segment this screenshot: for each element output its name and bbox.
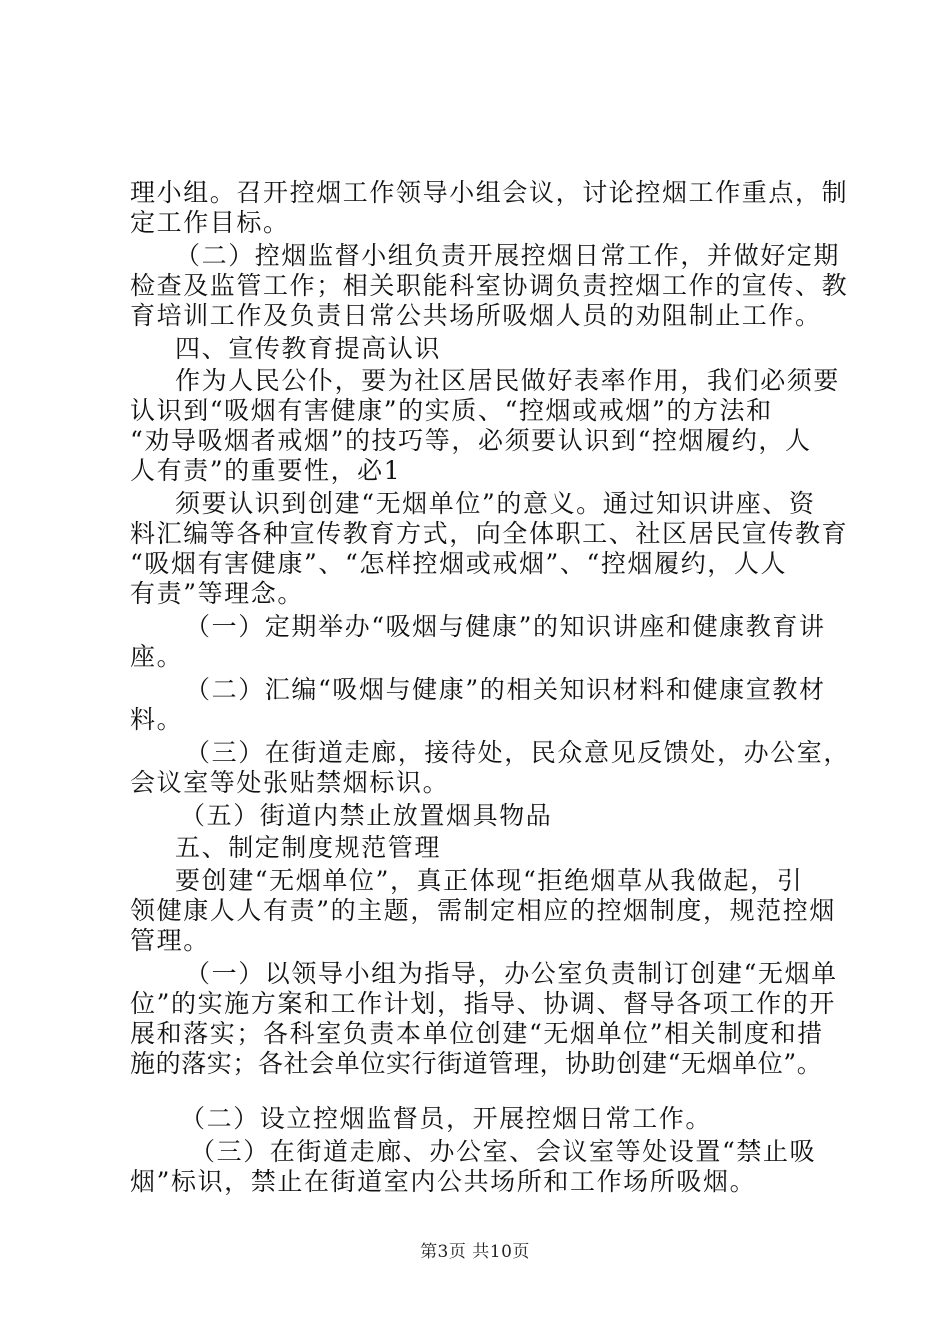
paragraph-line: 位”的实施方案和工作计划，指导、协调、督导各项工作的开 [130,989,836,1018]
paragraph-line: 领健康人人有责”的主题，需制定相应的控烟制度，规范控烟 [130,896,836,925]
paragraph-line: 定工作目标。 [130,208,290,237]
paragraph-line: 管理。 [130,926,210,955]
paragraph-line: 要创建“无烟单位”，真正体现“拒绝烟草从我做起，引 [175,866,804,895]
paragraph-line: 施的落实；各社会单位实行街道管理，协助创建“无烟单位”。 [130,1049,823,1078]
paragraph-line: 人有责”的重要性，必1 [130,456,402,485]
paragraph-line: 有责”等理念。 [130,579,304,608]
paragraph-line: 育培训工作及负责日常公共场所吸烟人员的劝阻制止工作。 [130,301,822,330]
paragraph-line: “吸烟有害健康”、“怎样控烟或戒烟”、“控烟履约，人人 [130,549,788,578]
paragraph-line: 理小组。召开控烟工作领导小组会议，讨论控烟工作重点，制 [130,178,849,207]
page-number: 第3页 共10页 [420,1242,530,1262]
paragraph-line: （二）控烟监督小组负责开展控烟日常工作，并做好定期 [175,241,841,270]
list-item: （二）汇编“吸烟与健康”的相关知识材料和健康宣教材 [185,675,826,704]
paragraph-line: 认识到“吸烟有害健康”的实质、“控烟或戒烟”的方法和 [130,396,773,425]
paragraph-line: 检查及监管工作；相关职能科室协调负责控烟工作的宣传、教 [130,271,849,300]
list-item: （一）以领导小组为指导，办公室负责制订创建“无烟单 [185,959,838,988]
list-item: （二）设立控烟监督员，开展控烟日常工作。 [180,1104,713,1133]
section-heading: 五、制定制度规范管理 [175,833,442,862]
list-item: （三）在街道走廊、办公室、会议室等处设置“禁止吸 [190,1137,817,1166]
paragraph-line: 须要认识到创建“无烟单位”的意义。通过知识讲座、资 [175,489,816,518]
paragraph-line: 料汇编等各种宣传教育方式，向全体职工、社区居民宣传教育 [130,519,849,548]
paragraph-line: “劝导吸烟者戒烟”的技巧等，必须要认识到“控烟履约，人 [130,426,812,455]
paragraph-line: 展和落实；各科室负责本单位创建“无烟单位”相关制度和措 [130,1019,824,1048]
section-heading: 四、宣传教育提高认识 [175,334,442,363]
paragraph-line: 烟”标识，禁止在街道室内公共场所和工作场所吸烟。 [130,1167,757,1196]
paragraph-line: 会议室等处张贴禁烟标识。 [130,768,450,797]
paragraph-line: 作为人民公仆，要为社区居民做好表率作用，我们必须要 [175,366,841,395]
list-item: （三）在街道走廊，接待处，民众意见反馈处，办公室， [185,738,851,767]
list-item: （一）定期举办“吸烟与健康”的知识讲座和健康教育讲 [185,612,826,641]
paragraph-line: 座。 [130,642,184,671]
list-item: （五）街道内禁止放置烟具物品 [180,801,553,830]
paragraph-line: 料。 [130,705,184,734]
